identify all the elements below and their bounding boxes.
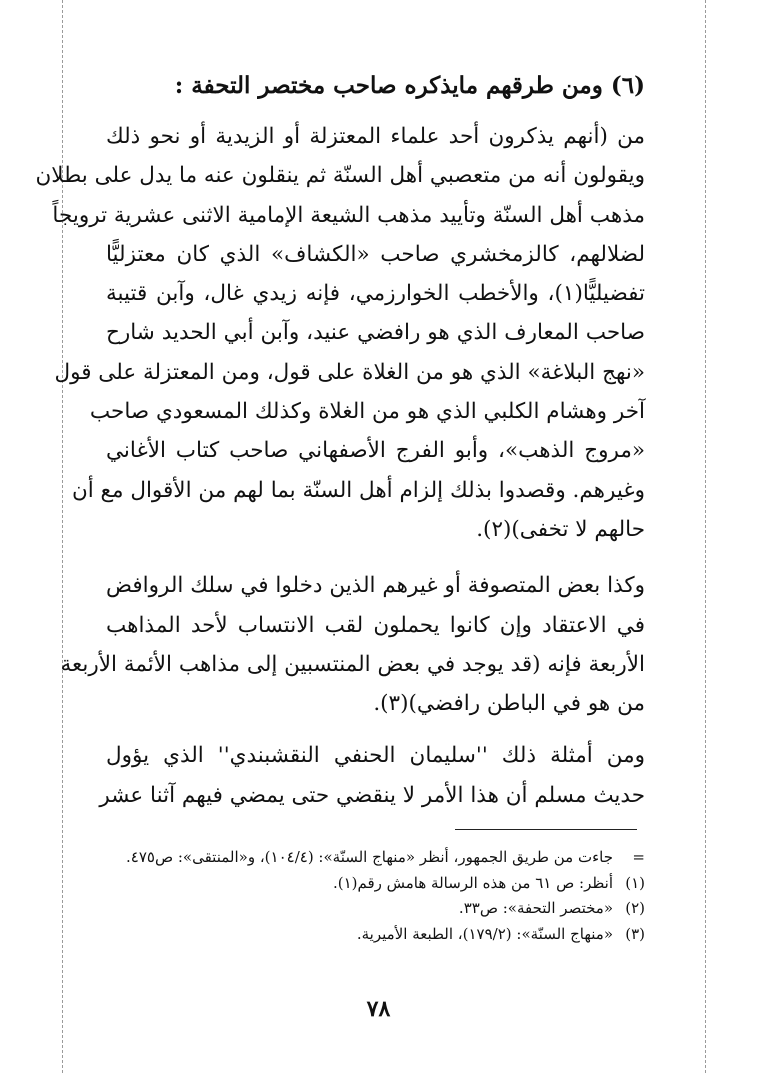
text-line: آخر وهشام الكلبي الذي هو من الغلاة وكذلك المسعودي صاحب: [89, 399, 645, 425]
footnotes: [106, 845, 645, 947]
footnote-text: «مختصر التحفة»: ص٣٣.: [458, 899, 613, 917]
text-line: وغيرهم. وقصدوا بذلك إلزام أهل السنّة بما لهم من الأقوال مع أن: [71, 477, 645, 503]
footnote-mark: (١): [625, 873, 645, 892]
footnote: [106, 896, 645, 922]
footnote: [106, 871, 645, 897]
text-line: «مروج الذهب»، وأبو الفرج الأصفهاني صاحب كتاب الأغاني: [106, 438, 645, 464]
body-text: [35, 117, 645, 815]
paragraph-2: [60, 566, 645, 723]
footnote: [106, 922, 645, 948]
footnote: [106, 845, 645, 871]
text-line: ومن أمثلة ذلك ''سليمان الحنفي النقشبندي'' الذي يؤول: [106, 743, 645, 769]
footnote-mark: (٣): [625, 924, 645, 943]
footnote-mark: =: [632, 848, 645, 866]
text-line: حالهم لا تخفى)(٢).: [476, 516, 645, 542]
text-line: الأربعة فإنه (قد يوجد في بعض المنتسبين إلى مذاهب الأئمة الأربعة: [60, 651, 645, 677]
text-line: صاحب المعارف الذي هو رافضي عنيد، وآبن أبي الحديد شارح: [106, 320, 645, 346]
text-line: وكذا بعض المتصوفة أو غيرهم الذين دخلوا في سلك الروافض: [106, 573, 645, 599]
section-heading: (٦) ومن طرقهم مايذكره صاحب مختصر التحفة :: [174, 72, 645, 99]
footnote-text: «منهاج السنّة»: (١٧٩/٢)، الطبعة الأميرية.: [356, 924, 613, 943]
text-line: من (أنهم يذكرون أحد علماء المعتزلة أو الزيدية أو نحو ذلك: [106, 124, 645, 149]
text-line: لضلالهم، كالزمخشري صاحب «الكشاف» الذي كان معتزليًّا: [106, 241, 645, 267]
text-line: مذهب أهل السنّة وتأييد مذهب الشيعة الإمامية الاثنى عشرية ترويجاً: [52, 202, 645, 228]
page-number: ٧٨: [366, 996, 391, 1022]
footnote-text: جاءت من طريق الجمهور، أنظر «منهاج السنّة»: (١٠٤/٤)، و«المنتقى»: ص٤٧٥.: [126, 848, 613, 866]
footnote-text: أنظر: ص ٦١ من هذه الرسالة هامش رقم(١).: [332, 873, 613, 892]
text-line: «نهج البلاغة» الذي هو من الغلاة على قول، ومن المعتزلة على قول: [54, 359, 645, 385]
footnote-separator: [455, 829, 637, 830]
text-line: في الاعتقاد وإن كانوا يحملون لقب الانتساب لأحد المذاهب: [106, 612, 645, 638]
paragraph-1: [35, 117, 645, 549]
text-line: تفضيليًّا(١)، والأخطب الخوارزمي، فإنه زيدي غال، وآبن قتيبة: [106, 281, 645, 307]
footnote-mark: (٢): [625, 899, 645, 917]
scan-fold-line-right: [705, 0, 707, 1073]
paragraph-3: [99, 736, 645, 815]
text-line: من هو في الباطن رافضي)(٣).: [373, 691, 645, 717]
text-line: حديث مسلم أن هذا الأمر لا ينقضي حتى يمضي فيهم آثنا عشر: [99, 782, 645, 808]
text-line: ويقولون أنه من متعصبي أهل السنّة ثم ينقلون عنه ما يدل على بطلان: [35, 163, 645, 189]
